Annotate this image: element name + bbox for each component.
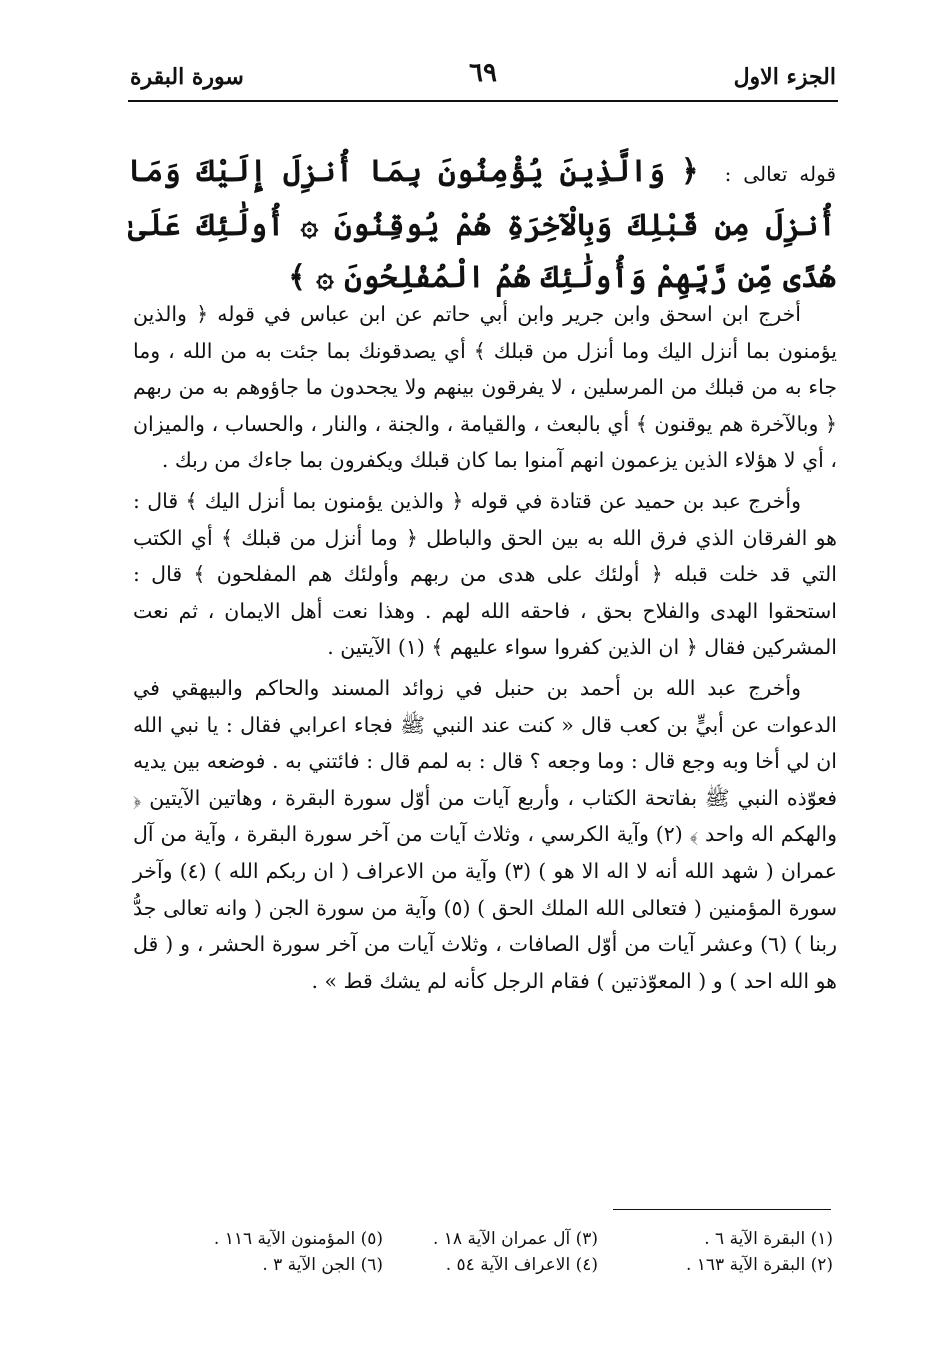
part-title: الجزء الاول <box>733 64 836 90</box>
footnote: (٣) آل عمران الآية ١٨ . <box>432 1229 598 1249</box>
surah-title: سورة البقرة <box>130 64 244 90</box>
verse-intro: قوله تعالى : <box>724 162 837 186</box>
footnote: (٥) المؤمنون الآية ١١٦ . <box>213 1229 383 1249</box>
quran-verse <box>128 146 836 304</box>
paragraph: أخرج ابن اسحق وابن جرير وابن أبي حاتم عن ابن عباس في قوله ﴿ والذين يؤمنون بما أنزل اليك وما أنزل من قبلك ﴾ أي يصدقونك بما جئت به من الله ، وما جاء به من قبلك من المرسلين ، لا يفرقون بينهم ولا يجحدون ما جاؤوهم به من ربهم ﴿ وبالآخرة هم يوقنون ﴾ أي بالبعث ، والقيامة ، والجنة ، والنار ، والحساب ، والميزان ، أي لا هؤلاء الذين يزعمون انهم آمنوا بما كان قبلك ويكفرون بما جاءك من ربك . <box>133 302 837 473</box>
footnote: (٤) الاعراف الآية ٥٤ . <box>445 1255 598 1275</box>
footnote: (٦) الجن الآية ٣ . <box>262 1255 383 1275</box>
page-header <box>130 58 836 98</box>
verse-text: ﴿ وَالَّذِينَ يُؤْمِنُونَ بِمَا أُنزِلَ إِلَيْكَ وَمَا أُنزِلَ مِن قَبْلِكَ وَبِالْآخِرَةِ هُمْ يُوقِنُونَ ۞ أُولَٰئِكَ عَلَىٰ هُدًى مِّن رَّبِّهِمْ وَأُولَٰئِكَ هُمُ الْمُفْلِحُونَ ۞ ﴾ <box>128 154 836 295</box>
commentary-body <box>133 296 837 999</box>
page-number: ٦٩ <box>469 58 497 88</box>
header-divider <box>128 100 838 102</box>
paragraph: وأخرج عبد الله بن أحمد بن حنبل في زوائد المسند والحاكم والبيهقي في الدعوات عن أبيٍّ بن كعب قال « كنت عند النبي ﷺ فجاء اعرابي فقال : يا نبي الله ان لي أخا وبه وجع قال : وما وجعه ؟ قال : به لمم قال : فائتني به . فوضعه بين يديه فعوّذه النبي ﷺ بفاتحة الكتاب ، وأربع آيات من أوّل سورة البقرة ، وهاتين الآيتين ﴿ والهكم اله واحد ﴾ (٢) وآية الكرسي ، وثلاث آيات من آخر سورة البقرة ، وآية من آل عمران ( شهد الله أنه لا اله الا هو ) (٣) وآية من الاعراف ( ان ربكم الله ) (٤) وآخر سورة المؤمنين ( فتعالى الله الملك الحق ) (٥) وآية من سورة الجن ( وانه تعالى جدُّ ربنا ) (٦) وعشر آيات من أوّل الصافات ، وثلاث آيات من آخر سورة الحشر ، و ( قل هو الله احد ) و ( المعوّذتين ) فقام الرجل كأنه لم يشك قط » . <box>133 675 837 993</box>
footnote-divider <box>613 1209 831 1210</box>
paragraph: وأخرج عبد بن حميد عن قتادة في قوله ﴿ والذين يؤمنون بما أنزل اليك ﴾ قال : هو الفرقان الذي فرق الله به بين الحق والباطل ﴿ وما أنزل من قبلك ﴾ أي الكتب التي قد خلت قبله ﴿ أولئك على هدى من ربهم وأولئك هم المفلحون ﴾ قال : استحقوا الهدى والفلاح بحق ، فاحقه الله لهم . وهذا نعت أهل الايمان ، ثم نعت المشركين فقال ﴿ ان الذين كفروا سواء عليهم ﴾ (١) الآيتين . <box>133 488 837 660</box>
footnote: (١) البقرة الآية ٦ . <box>704 1229 833 1249</box>
footnote: (٢) البقرة الآية ١٦٣ . <box>685 1255 833 1275</box>
